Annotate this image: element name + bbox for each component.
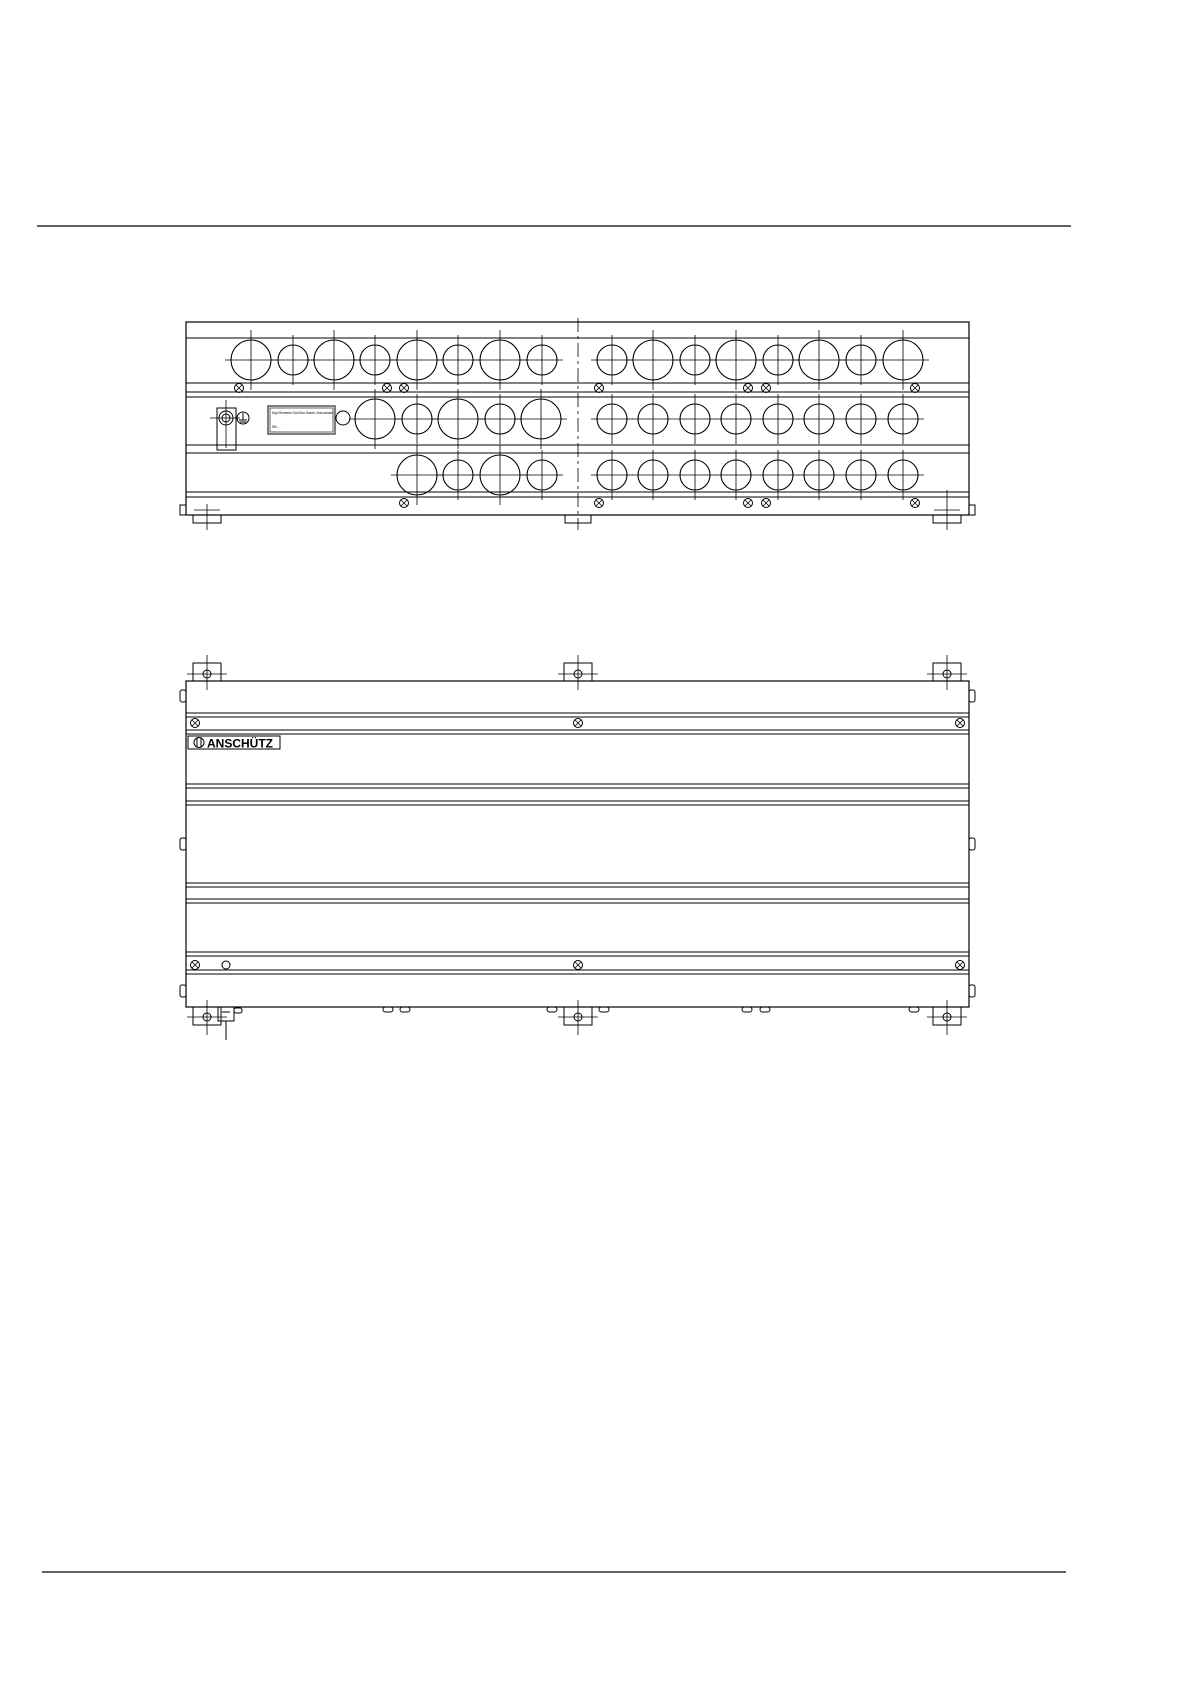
cable-gland-icon (882, 394, 924, 444)
cable-gland-icon (391, 445, 443, 505)
screw-icon (956, 961, 965, 970)
cable-glands (225, 330, 929, 505)
cable-gland-icon (840, 335, 882, 385)
screw-icon (595, 499, 604, 508)
screw-icon (574, 961, 583, 970)
brand-name: ANSCHÜTZ (207, 736, 273, 751)
cover-screws (191, 719, 965, 970)
cable-gland-icon (757, 394, 799, 444)
cable-gland-icon (354, 335, 396, 385)
type-plate-row3: ... (272, 429, 275, 433)
cable-gland-icon (757, 335, 799, 385)
mounting-foot (927, 1000, 967, 1035)
cable-gland-icon (396, 394, 438, 444)
cable-gland-icon (793, 330, 845, 390)
cable-gland-icon (515, 389, 567, 449)
gland-nubs (383, 1007, 919, 1012)
screw-icon (744, 499, 753, 508)
cable-gland-icon (474, 330, 526, 390)
screw-icon (383, 384, 392, 393)
cable-gland-icon (225, 330, 277, 390)
cable-gland-icon (591, 335, 633, 385)
cable-gland-icon (798, 394, 840, 444)
cable-gland-icon (632, 394, 674, 444)
cable-gland-icon (521, 335, 563, 385)
top-view (180, 655, 975, 1040)
cable-gland-icon (710, 330, 762, 390)
screw-icon (744, 384, 753, 393)
gland-nub-icon (599, 1007, 609, 1012)
cable-gland-icon (391, 330, 443, 390)
cable-gland-icon (479, 394, 521, 444)
screw-icon (956, 719, 965, 728)
front-view (180, 318, 975, 530)
cable-gland-icon (840, 394, 882, 444)
cable-gland-icon (474, 445, 526, 505)
gland-nub-icon (547, 1007, 557, 1012)
screw-icon (191, 961, 200, 970)
screw-icon (762, 499, 771, 508)
cable-gland-icon (674, 335, 716, 385)
brand-logo (188, 736, 280, 751)
cable-gland-icon (674, 394, 716, 444)
screw-icon (911, 384, 920, 393)
mounting-foot (927, 655, 967, 690)
gland-nub-icon (742, 1007, 752, 1012)
screw-icon (191, 719, 200, 728)
cable-gland-icon (272, 335, 314, 385)
mounting-foot (558, 1000, 598, 1035)
mounting-foot (558, 655, 598, 690)
mounting-foot (187, 1000, 227, 1035)
type-plate-row1: Kay Elements Grid Box Hazelr. Annunciator (272, 411, 334, 415)
cable-gland-icon (349, 389, 401, 449)
cable-gland-icon (877, 330, 929, 390)
screw-icon (762, 384, 771, 393)
type-plate (268, 406, 335, 434)
screw-icon (400, 384, 409, 393)
cable-gland-icon (715, 394, 757, 444)
plug-icon (222, 961, 230, 969)
screw-icon (911, 499, 920, 508)
cable-gland-icon (432, 389, 484, 449)
screw-icon (574, 719, 583, 728)
ground-terminal-icon (210, 400, 249, 450)
cable-gland-icon (437, 335, 479, 385)
gland-nub-icon (909, 1007, 919, 1012)
screw-icon (235, 384, 244, 393)
cable-gland-icon (308, 330, 360, 390)
gland-nub-icon (400, 1007, 410, 1012)
cable-gland-icon (627, 330, 679, 390)
gland-nub-icon (760, 1007, 770, 1012)
ground-stud-icon (218, 1007, 242, 1040)
gland-nub-icon (383, 1007, 393, 1012)
screw-icon (400, 499, 409, 508)
screw-icon (595, 384, 604, 393)
cable-gland-icon (591, 394, 633, 444)
logo-symbol-icon (194, 738, 204, 748)
mounting-foot (187, 655, 227, 690)
type-plate-row2: SN: ... (272, 425, 281, 429)
